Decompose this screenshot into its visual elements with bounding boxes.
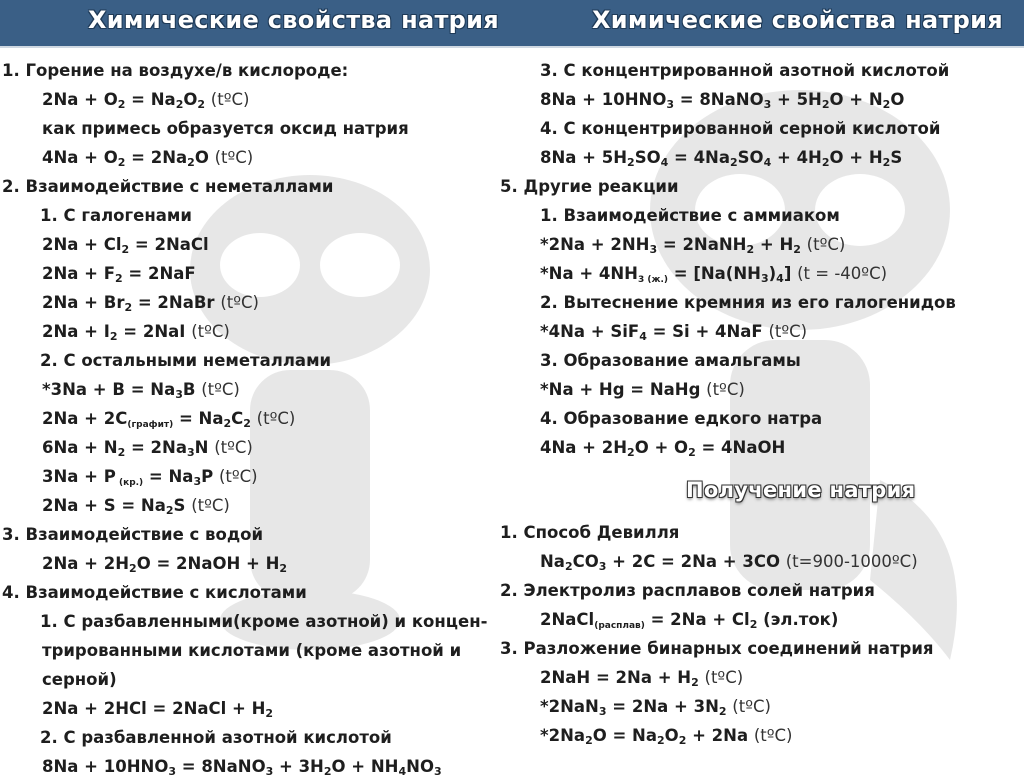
subsection-heading: 3. Образование амальгамы: [540, 351, 801, 370]
equation-line: $4Na + O_2 = 2Na_2O$ (tºC): [42, 148, 254, 169]
method-heading: 1. Способ Девилля: [500, 523, 680, 542]
left-column: [0, 56, 500, 781]
production-subtitle-box: [500, 470, 1020, 510]
subsection-heading: 2. С остальными неметаллами: [40, 351, 332, 370]
section-acids-heading: 4. Взаимодействие с кислотами: [2, 583, 307, 602]
production-subtitle: Получение натрия: [686, 478, 916, 502]
equation-line: $6Na + N_2 = 2Na_3N$ (tºC): [42, 438, 253, 459]
subsection-heading: 1. С галогенами: [40, 206, 192, 225]
equation-line: $Na_2CO_3 + 2C = 2Na + 3CO$ (t=900-1000ºC): [540, 552, 918, 573]
method-heading: 3. Разложение бинарных соединений натрия: [500, 639, 934, 658]
equation-line: $*2NaN_3 = 2Na + 3N_2$ (tºC): [540, 697, 771, 718]
right-title: Химические свойства натрия: [592, 6, 1003, 34]
equation-line: 2Na + 2HCl = 2NaCl + $H_2$: [42, 699, 274, 720]
subsection-heading: 2. С разбавленной азотной кислотой: [40, 728, 392, 747]
equation-line: 2NaCl$_{(расплав)}$ = $2Na + Cl_2$ (эл.ток): [540, 610, 839, 631]
equation-line: $2Na + F_2 = 2NaF$: [42, 264, 196, 285]
section-combustion-heading: 1. Горение на воздухе/в кислороде:: [2, 61, 349, 80]
equation-line: $8Na + 5H_2SO_4 = 4Na_2SO_4 + 4H_2O + H_2S$: [540, 148, 903, 169]
note-line: как примесь образуется оксид натрия: [42, 119, 409, 138]
subsection-heading: 4. Образование едкого натра: [540, 409, 823, 428]
equation-line: $2NaH = 2Na + H_2$ (tºC): [540, 668, 744, 689]
section-water-heading: 3. Взаимодействие с водой: [2, 525, 264, 544]
equation-line: $2Na + Cl_2$ = 2NaCl: [42, 235, 209, 256]
equation-line: $8Na + 10HNO_3$ = 8NaNO$_3$ + $3H_2O + NH_4NO_3$: [42, 757, 442, 778]
left-title: Химические свойства натрия: [88, 6, 499, 34]
equation-line: $4Na + 2H_2O + O_2$ = 4NaOH: [540, 438, 786, 459]
equation-line: *Na + Hg = NaHg (tºC): [540, 380, 745, 399]
equation-line: $2Na + 2H_2O$ = 2NaOH + $H_2$: [42, 554, 288, 575]
equation-line: $2Na + O_2 = Na_2O_2$ (tºC): [42, 90, 250, 111]
right-column: [500, 56, 1020, 750]
subsection-heading: 1. Взаимодействие с аммиаком: [540, 206, 840, 225]
equation-line: $2Na + I_2 = 2NaI$ (tºC): [42, 322, 230, 343]
subsection-heading: 2. Вытеснение кремния из его галогенидов: [540, 293, 956, 312]
method-heading: 2. Электролиз расплавов солей натрия: [500, 581, 875, 600]
subsection-heading: 3. С концентрированной азотной кислотой: [540, 61, 950, 80]
equation-line: $8Na + 10HNO_3$ = 8NaNO$_3$ + $5H_2O + N_2O$: [540, 90, 905, 111]
subsection-heading-cont: серной): [42, 670, 117, 689]
equation-line: $2Na + S = Na_2S$ (tºC): [42, 496, 230, 517]
equation-line: $*2Na + 2NH_3$ = 2NaNH$_2$ + $H_2$ (tºC): [540, 235, 846, 256]
equation-line: *4Na + SiF$_4$ = Si + 4NaF (tºC): [540, 322, 808, 343]
equation-line: $*2Na_2O = Na_2O_2 + 2Na$ (tºC): [540, 726, 793, 747]
subsection-heading: 4. С концентрированной серной кислотой: [540, 119, 941, 138]
subsection-heading-cont: трированными кислотами (кроме азотной и: [42, 641, 462, 660]
section-nonmetals-heading: 2. Взаимодействие с неметаллами: [2, 177, 334, 196]
header-bar: [0, 0, 1024, 48]
equation-line: $2Na + 2C_{(графит)} = Na_2C_2$ (tºC): [42, 409, 296, 430]
equation-line: 3Na + P $_{(кр.)} = Na_3P$ (tºC): [42, 467, 258, 488]
equation-line: $2Na + Br_2$ = 2NaBr (tºC): [42, 293, 259, 314]
equation-line: $*3Na + B = Na_3B$ (tºC): [42, 380, 240, 401]
equation-line: $*Na + 4NH_{3 (ж.)} = [Na(NH_3)_4] (t$ = -40ºC): [540, 264, 888, 285]
section-other-reactions-heading: 5. Другие реакции: [500, 177, 679, 196]
subsection-heading: 1. С разбавленными(кроме азотной) и концен-: [40, 612, 488, 631]
